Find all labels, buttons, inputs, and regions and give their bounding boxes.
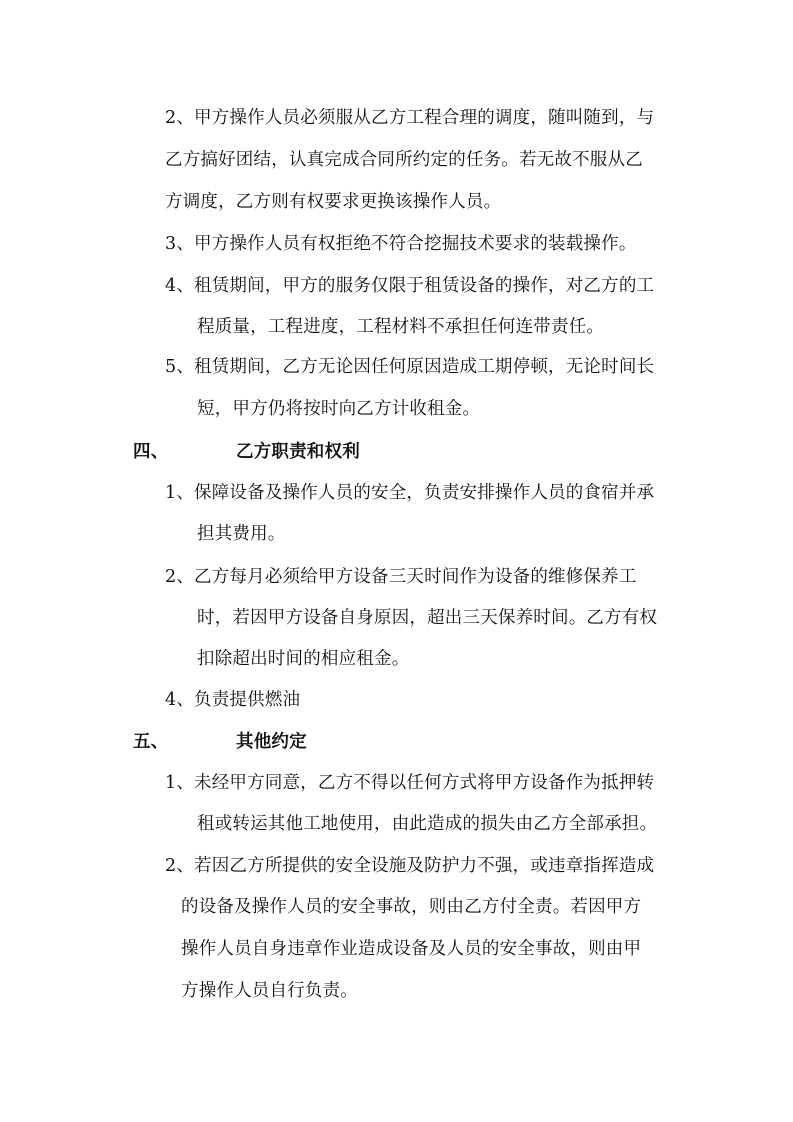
section-5-number: 五、 [133,732,169,752]
clause-5-1-line-2: 租或转运其他工地使用，由此造成的损失由乙方全部承担。 [197,814,658,834]
section-5-title: 其他约定 [236,732,307,752]
clause-5-2-line-1: 2、若因乙方所提供的安全设施及防护力不强，或违章指挥造成 [165,856,655,876]
clause-3-5-line-2: 短，甲方仍将按时向乙方计收租金。 [197,399,481,419]
clause-4-1-line-1: 1、保障设备及操作人员的安全，负责安排操作人员的食宿并承 [165,483,655,503]
section-4-number: 四、 [133,442,169,462]
clause-4-2-line-2: 时，若因甲方设备自身原因，超出三天保养时间。乙方有权 [197,608,658,628]
clause-4-2-line-1: 2、乙方每月必须给甲方设备三天时间作为设备的维修保养工 [165,567,637,587]
clause-3-2-line-1: 2、甲方操作人员必须服从乙方工程合理的调度，随叫随到，与 [165,108,655,128]
clause-3-3-line-1: 3、甲方操作人员有权拒绝不符合挖掘技术要求的装载操作。 [165,234,637,254]
clause-5-2-line-3: 操作人员自身违章作业造成设备及人员的安全事故，则由甲 [181,939,642,959]
clause-3-2-line-3: 方调度，乙方则有权要求更换该操作人员。 [165,192,502,212]
clause-5-2-line-2: 的设备及操作人员的安全事故，则由乙方付全责。若因甲方 [181,897,642,917]
clause-4-4-line-1: 4、负责提供燃油 [165,690,301,710]
clause-3-4-line-1: 4、租赁期间，甲方的服务仅限于租赁设备的操作，对乙方的工 [165,276,655,296]
clause-5-2-line-4: 方操作人员自行负责。 [181,981,358,1001]
clause-3-5-line-1: 5、租赁期间，乙方无论因任何原因造成工期停顿，无论时间长 [165,357,655,377]
clause-3-4-line-2: 程质量，工程进度，工程材料不承担任何连带责任。 [197,317,605,337]
clause-3-2-line-2: 乙方搞好团结，认真完成合同所约定的任务。若无故不服从乙 [165,150,643,170]
clause-4-2-line-3: 扣除超出时间的相应租金。 [197,649,410,669]
clause-5-1-line-1: 1、未经甲方同意，乙方不得以任何方式将甲方设备作为抵押转 [165,773,655,793]
section-4-title: 乙方职责和权利 [236,442,360,462]
clause-4-1-line-2: 担其费用。 [197,524,286,544]
